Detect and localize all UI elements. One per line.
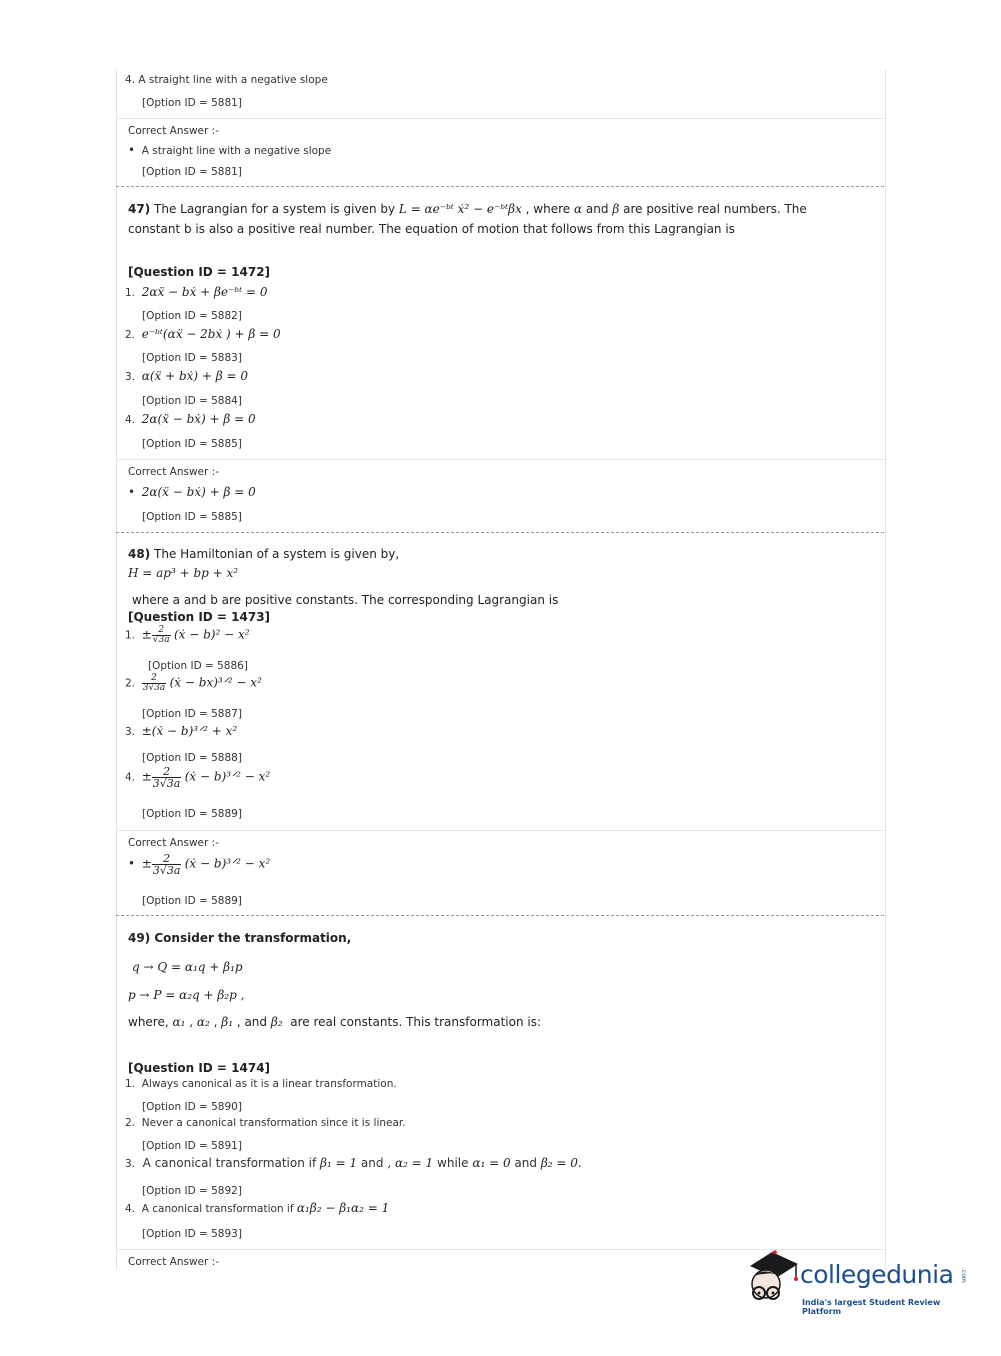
q49-eq1: q → Q = α₁q + β₁p xyxy=(132,960,243,974)
divider xyxy=(116,118,884,119)
q49-option-2: 2. Never a canonical transformation since it is linear. xyxy=(125,1117,406,1129)
q48-option-4-id: [Option ID = 5889] xyxy=(142,808,242,820)
q47-option-4-id: [Option ID = 5885] xyxy=(142,438,242,450)
q47-option-1-id: [Option ID = 5882] xyxy=(142,310,242,322)
q47-option-4: 4. 2α(ẍ − bẋ) + β = 0 xyxy=(125,412,256,426)
q47-correct-id: [Option ID = 5885] xyxy=(142,511,242,523)
logo-com: .com xyxy=(960,1268,967,1283)
q48-option-3-id: [Option ID = 5888] xyxy=(142,752,242,764)
q47-option-1: 1. 2αẍ − bẋ + βe⁻ᵇᵗ = 0 xyxy=(125,285,268,299)
q48-correct-id: [Option ID = 5889] xyxy=(142,895,242,907)
q49-where: where, α₁ , α₂ , β₁ , and β₂ are real constants. This transformation is: xyxy=(128,1015,542,1029)
q49-option-4: 4. A canonical transformation if α₁β₂ − β₁α₂ = 1 xyxy=(125,1201,390,1215)
q48-option-1-id: [Option ID = 5886] xyxy=(148,660,248,672)
q48-option-2: 2. $\frac{2}{3√3a}$ (ẋ − bx)³ᐟ² − x² xyxy=(125,673,262,693)
q48-option-2-id: [Option ID = 5887] xyxy=(142,708,242,720)
q47-statement-line2: constant b is also a positive real number. The equation of motion that follows from this Lagrangian is xyxy=(128,222,735,236)
q48-statement: 48) The Hamiltonian of a system is given by, xyxy=(128,547,400,561)
q48-option-3: 3. ±(ẋ − b)³ᐟ² + x² xyxy=(125,724,238,738)
q47-option-3-id: [Option ID = 5884] xyxy=(142,395,242,407)
logo-tagline: India's largest Student Review Platform xyxy=(802,1298,941,1316)
q47-option-2-id: [Option ID = 5883] xyxy=(142,352,242,364)
q47-option-3: 3. α(ẍ + bẋ) + β = 0 xyxy=(125,369,249,383)
q47-question-id: [Question ID = 1472] xyxy=(128,265,271,279)
q48-correct-answer: • ± $\frac{2}{3√3a}$ (ẋ − b)³ᐟ² − x² xyxy=(128,852,271,877)
q47-statement-line1: 47) The Lagrangian for a system is given by L = αe⁻ᵇᵗ ẋ² − e⁻ᵇᵗβx , where α and β are positive real numbers. The xyxy=(128,202,807,216)
q49-correct-label: Correct Answer :- xyxy=(128,1256,219,1268)
q48-hamiltonian: H = ap³ + bp + x² xyxy=(128,566,239,580)
prev-correct-answer: • A straight line with a negative slope xyxy=(128,143,332,157)
q48-correct-label: Correct Answer :- xyxy=(128,837,219,849)
logo-wordmark: collegedunia xyxy=(800,1260,954,1289)
q49-option-3-id: [Option ID = 5892] xyxy=(142,1185,242,1197)
prev-option-4: 4. A straight line with a negative slope xyxy=(125,74,328,86)
prev-correct-id: [Option ID = 5881] xyxy=(142,166,242,178)
q49-option-1: 1. Always canonical as it is a linear transformation. xyxy=(125,1078,397,1090)
q49-option-3: 3. A canonical transformation if β₁ = 1 and , α₂ = 1 while α₁ = 0 and β₂ = 0. xyxy=(125,1156,582,1170)
prev-correct-label: Correct Answer :- xyxy=(128,125,219,137)
q49-option-1-id: [Option ID = 5890] xyxy=(142,1101,242,1113)
q49-option-4-id: [Option ID = 5893] xyxy=(142,1228,242,1240)
q48-option-1: 1. ± $\frac{2}{√3a}$ (ẋ − b)² − x² xyxy=(125,625,250,645)
q49-eq2: p → P = α₂q + β₂p , xyxy=(128,988,245,1002)
q48-question-id: [Question ID = 1473] xyxy=(128,610,271,624)
divider xyxy=(116,830,884,831)
collegedunia-logo[interactable] xyxy=(742,1248,982,1318)
divider xyxy=(116,459,884,460)
q48-statement-2: where a and b are positive constants. The corresponding Lagrangian is xyxy=(132,593,559,607)
q48-option-4: 4. ± $\frac{2}{3√3a}$ (ẋ − b)³ᐟ² − x² xyxy=(125,765,271,790)
question-separator xyxy=(116,532,884,533)
q49-option-2-id: [Option ID = 5891] xyxy=(142,1140,242,1152)
prev-option-4-id: [Option ID = 5881] xyxy=(142,97,242,109)
mascot-icon xyxy=(742,1248,802,1318)
q47-correct-label: Correct Answer :- xyxy=(128,466,219,478)
question-separator xyxy=(116,186,884,187)
q49-question-id: [Question ID = 1474] xyxy=(128,1061,271,1075)
q47-option-2: 2. e⁻ᵇᵗ(αẍ − 2bẋ ) + β = 0 xyxy=(125,327,281,341)
q47-correct-answer: • 2α(ẍ − bẋ) + β = 0 xyxy=(128,485,256,499)
question-separator xyxy=(116,915,884,916)
q49-statement: 49) Consider the transformation, xyxy=(128,931,352,945)
